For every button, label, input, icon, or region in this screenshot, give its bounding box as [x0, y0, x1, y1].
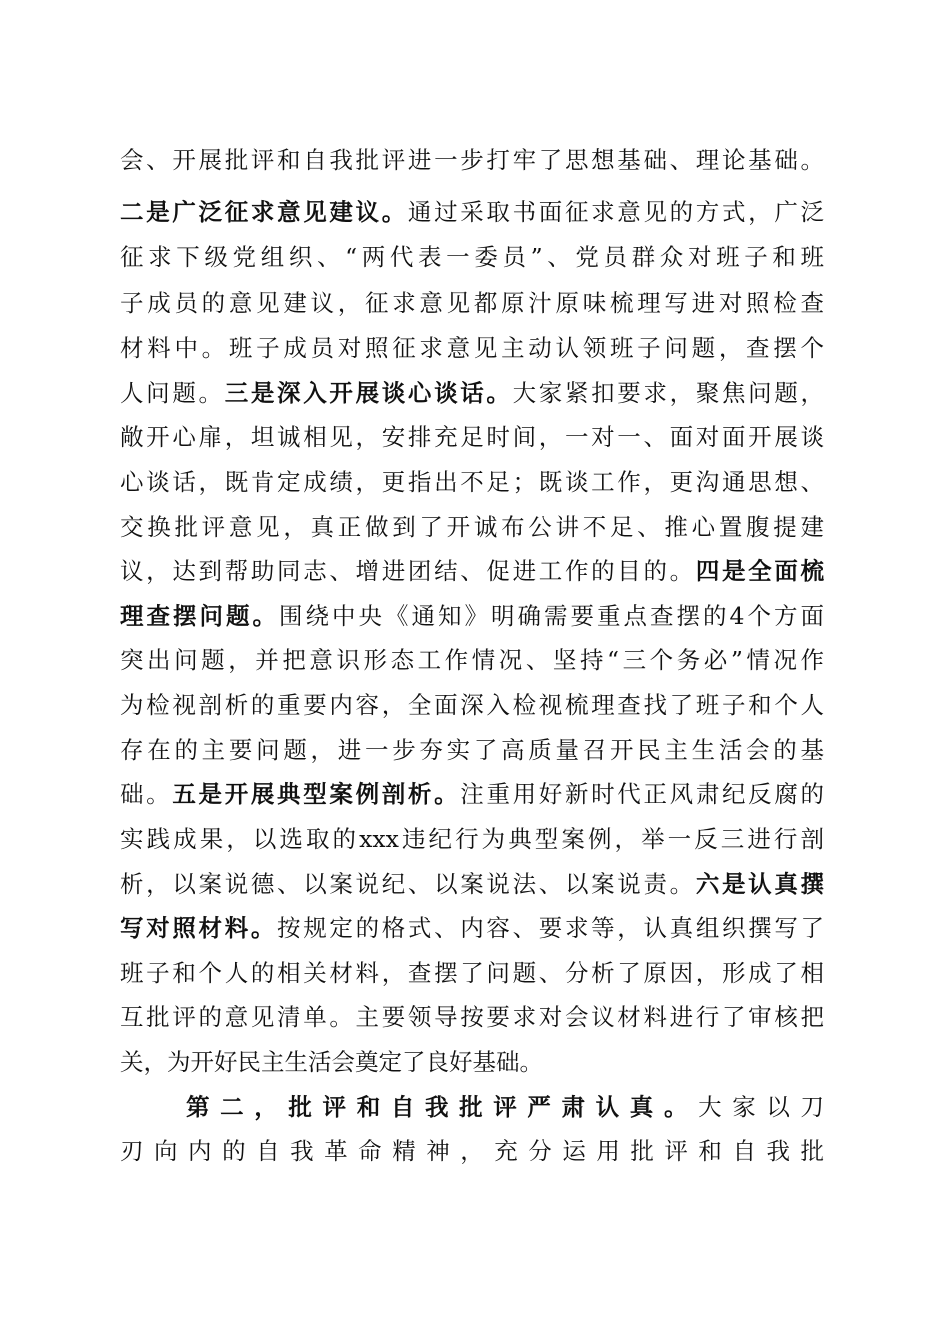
text-line	[120, 140, 824, 180]
text-line	[120, 819, 824, 859]
text-segment: 互批评的意见清单。主要领导按要求对会议材料进行了审核把	[120, 1003, 824, 1031]
heading-segment: 理查摆问题。	[120, 602, 280, 630]
text-segment: 关，为开好民主生活会奠定了良好基础。	[120, 1048, 543, 1076]
text-line	[120, 953, 824, 993]
text-segment: 征求下级党组织、“两代表一委员”、党员群众对班子和班	[120, 243, 824, 271]
heading-segment: 六是认真撰	[695, 870, 825, 898]
heading-segment: 第二，批评和自我批评严肃认真。	[186, 1093, 699, 1121]
text-segment: 础。	[120, 780, 173, 808]
text-segment: 围绕中央《通知》明确需要重点查摆的4个方面	[279, 602, 825, 630]
text-line	[120, 997, 824, 1037]
text-segment: 子成员的意见建议，征求意见都原汁原味梳理写进对照检查	[120, 289, 824, 317]
text-line	[120, 596, 824, 636]
text-line	[120, 1131, 824, 1171]
text-line	[120, 551, 824, 591]
text-segment: 按规定的格式、内容、要求等，认真组织撰写了	[277, 914, 825, 942]
text-segment: 议，达到帮助同志、增进团结、促进工作的目的。	[120, 557, 696, 585]
text-line	[186, 1087, 824, 1127]
text-line	[120, 417, 824, 457]
text-line	[120, 1042, 824, 1082]
text-segment: 刃向内的自我革命精神，充分运用批评和自我批	[120, 1137, 824, 1165]
text-line	[120, 685, 824, 725]
text-line	[120, 864, 824, 904]
text-segment: 大家以刀	[698, 1093, 825, 1121]
text-line	[120, 908, 824, 948]
text-segment: 敞开心扉，坦诚相见，安排充足时间，一对一、面对面开展谈	[120, 423, 824, 451]
text-line	[120, 237, 824, 277]
text-segment: 存在的主要问题，进一步夯实了高质量召开民主生活会的基	[120, 736, 824, 764]
text-segment: 人问题。	[120, 379, 225, 407]
text-segment: 析，以案说德、以案说纪、以案说法、以案说责。	[120, 870, 696, 898]
text-segment: 为检视剖析的重要内容，全面深入检视梳理查找了班子和个人	[120, 691, 824, 719]
heading-segment: 三是深入开展谈心谈话。	[224, 379, 513, 407]
text-line	[120, 283, 824, 323]
text-segment: 心谈话，既肯定成绩，更指出不足；既谈工作，更沟通思想、	[120, 468, 824, 496]
text-segment: 大家紧扣要求，聚焦问题，	[512, 379, 825, 407]
text-line	[120, 507, 824, 547]
text-segment: 通过采取书面征求意见的方式，广泛	[407, 198, 825, 226]
heading-segment: 二是广泛征求意见建议。	[120, 198, 408, 226]
heading-segment: 写对照材料。	[120, 914, 278, 942]
heading-segment: 五是开展典型案例剖析。	[172, 780, 461, 808]
text-segment: 注重用好新时代正风肃纪反腐的	[460, 780, 825, 808]
text-line	[120, 640, 824, 680]
text-line	[120, 730, 824, 770]
text-segment: 实践成果，以选取的xxx违纪行为典型案例，举一反三进行剖	[120, 825, 824, 853]
text-segment: 班子和个人的相关材料，查摆了问题、分析了原因，形成了相	[120, 959, 824, 987]
text-line	[120, 373, 824, 413]
text-line	[120, 774, 824, 814]
heading-segment: 四是全面梳	[695, 557, 825, 585]
text-segment: 材料中。班子成员对照征求意见主动认领班子问题，查摆个	[120, 334, 824, 362]
text-segment: 会、开展批评和自我批评进一步打牢了思想基础、理论基础。	[120, 146, 824, 174]
text-segment: 突出问题，并把意识形态工作情况、坚持“三个务必”情况作	[120, 646, 824, 674]
text-line	[120, 192, 824, 232]
text-line	[120, 328, 824, 368]
text-line	[120, 462, 824, 502]
text-segment: 交换批评意见，真正做到了开诚布公讲不足、推心置腹提建	[120, 513, 824, 541]
